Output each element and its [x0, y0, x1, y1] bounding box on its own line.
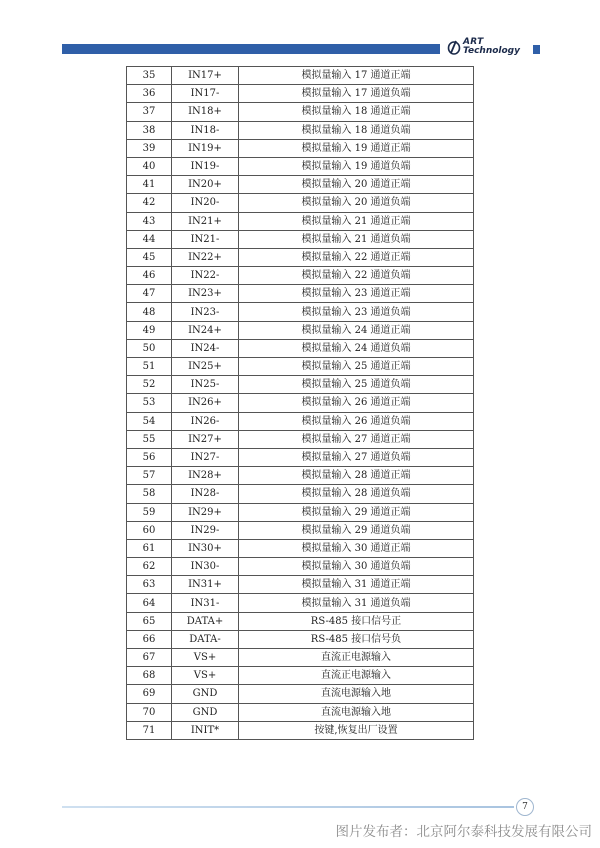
watermark-text: 图片发布者：北京阿尔泰科技发展有限公司	[335, 824, 592, 840]
pin-number-cell: 65	[127, 612, 172, 630]
pin-number-cell: 36	[127, 85, 172, 103]
pin-name-cell: IN19+	[172, 139, 239, 157]
table-row	[127, 467, 474, 485]
pin-name-cell: DATA-	[172, 630, 239, 648]
table-row	[127, 539, 474, 557]
pin-number-cell: 39	[127, 139, 172, 157]
pin-number-cell: 43	[127, 212, 172, 230]
table-row	[127, 448, 474, 466]
table-row	[127, 121, 474, 139]
table-row	[127, 339, 474, 357]
pin-description-cell: 直流电源输入地	[239, 685, 474, 703]
table-row	[127, 521, 474, 539]
table-row	[127, 630, 474, 648]
pin-description-cell: 模拟量输入 19 通道正端	[239, 139, 474, 157]
pin-number-cell: 42	[127, 194, 172, 212]
pin-name-cell: IN26-	[172, 412, 239, 430]
header-square	[533, 45, 540, 54]
pin-description-cell: 模拟量输入 26 通道正端	[239, 394, 474, 412]
table-row	[127, 594, 474, 612]
pin-name-cell: IN30-	[172, 558, 239, 576]
pin-number-cell: 38	[127, 121, 172, 139]
footer-line	[62, 806, 514, 808]
pin-name-cell: INIT*	[172, 721, 239, 739]
pin-number-cell: 67	[127, 649, 172, 667]
pin-description-cell: 模拟量输入 17 通道负端	[239, 85, 474, 103]
table-row	[127, 394, 474, 412]
pin-number-cell: 46	[127, 267, 172, 285]
table-row	[127, 230, 474, 248]
pin-name-cell: IN19-	[172, 157, 239, 175]
pin-name-cell: IN25+	[172, 358, 239, 376]
table-row	[127, 430, 474, 448]
pin-name-cell: GND	[172, 703, 239, 721]
pin-name-cell: IN21-	[172, 230, 239, 248]
table-row	[127, 139, 474, 157]
pin-name-cell: IN31-	[172, 594, 239, 612]
table-row	[127, 612, 474, 630]
pin-number-cell: 57	[127, 467, 172, 485]
pin-description-cell: 模拟量输入 25 通道正端	[239, 358, 474, 376]
table-row	[127, 103, 474, 121]
pin-name-cell: IN29-	[172, 521, 239, 539]
pin-number-cell: 44	[127, 230, 172, 248]
pin-number-cell: 70	[127, 703, 172, 721]
table-row	[127, 157, 474, 175]
pin-name-cell: IN22+	[172, 248, 239, 266]
table-row	[127, 285, 474, 303]
table-row	[127, 194, 474, 212]
pin-description-cell: 模拟量输入 29 通道负端	[239, 521, 474, 539]
pin-name-cell: IN26+	[172, 394, 239, 412]
pin-description-cell: 模拟量输入 21 通道正端	[239, 212, 474, 230]
pin-number-cell: 53	[127, 394, 172, 412]
pin-description-cell: 模拟量输入 20 通道正端	[239, 176, 474, 194]
pin-description-cell: 模拟量输入 23 通道正端	[239, 285, 474, 303]
pin-name-cell: IN29+	[172, 503, 239, 521]
table-row	[127, 321, 474, 339]
pin-name-cell: IN28+	[172, 467, 239, 485]
pin-description-cell: 模拟量输入 17 通道正端	[239, 67, 474, 85]
pin-number-cell: 56	[127, 448, 172, 466]
pin-description-cell: 模拟量输入 30 通道负端	[239, 558, 474, 576]
pin-number-cell: 55	[127, 430, 172, 448]
pin-name-cell: IN17+	[172, 67, 239, 85]
pin-number-cell: 58	[127, 485, 172, 503]
pin-description-cell: 模拟量输入 24 通道正端	[239, 321, 474, 339]
pin-name-cell: IN20+	[172, 176, 239, 194]
table-row	[127, 485, 474, 503]
pin-name-cell: IN21+	[172, 212, 239, 230]
pin-name-cell: VS+	[172, 649, 239, 667]
pin-number-cell: 41	[127, 176, 172, 194]
pin-number-cell: 35	[127, 67, 172, 85]
pin-description-cell: 直流正电源输入	[239, 649, 474, 667]
pin-number-cell: 60	[127, 521, 172, 539]
art-technology-logo	[447, 38, 531, 58]
pin-description-cell: 模拟量输入 22 通道正端	[239, 248, 474, 266]
art-logo-icon	[447, 39, 461, 55]
table-row	[127, 412, 474, 430]
pin-number-cell: 68	[127, 667, 172, 685]
pin-name-cell: IN30+	[172, 539, 239, 557]
pin-name-cell: IN17-	[172, 85, 239, 103]
table-row	[127, 667, 474, 685]
pin-description-cell: 模拟量输入 18 通道负端	[239, 121, 474, 139]
table-row	[127, 649, 474, 667]
pin-name-cell: IN18-	[172, 121, 239, 139]
pin-number-cell: 49	[127, 321, 172, 339]
pin-name-cell: IN23+	[172, 285, 239, 303]
pin-number-cell: 59	[127, 503, 172, 521]
pin-number-cell: 51	[127, 358, 172, 376]
pin-number-cell: 54	[127, 412, 172, 430]
pin-description-cell: 模拟量输入 18 通道正端	[239, 103, 474, 121]
table-row	[127, 685, 474, 703]
table-row	[127, 376, 474, 394]
pin-name-cell: IN27+	[172, 430, 239, 448]
pin-name-cell: IN18+	[172, 103, 239, 121]
pin-description-cell: 模拟量输入 25 通道负端	[239, 376, 474, 394]
page-number: 7	[516, 798, 534, 816]
pin-description-cell: 模拟量输入 21 通道负端	[239, 230, 474, 248]
pin-description-cell: RS-485 接口信号负	[239, 630, 474, 648]
pin-table	[126, 66, 474, 740]
pin-number-cell: 45	[127, 248, 172, 266]
pin-description-cell: 按键,恢复出厂设置	[239, 721, 474, 739]
pin-number-cell: 69	[127, 685, 172, 703]
pin-description-cell: 模拟量输入 31 通道正端	[239, 576, 474, 594]
pin-number-cell: 64	[127, 594, 172, 612]
pin-name-cell: IN31+	[172, 576, 239, 594]
pin-description-cell: 模拟量输入 27 通道正端	[239, 430, 474, 448]
pin-name-cell: DATA+	[172, 612, 239, 630]
pin-description-cell: 模拟量输入 26 通道负端	[239, 412, 474, 430]
table-row	[127, 358, 474, 376]
pin-number-cell: 47	[127, 285, 172, 303]
pin-number-cell: 66	[127, 630, 172, 648]
pin-description-cell: 模拟量输入 24 通道负端	[239, 339, 474, 357]
pin-name-cell: IN24+	[172, 321, 239, 339]
pin-name-cell: IN22-	[172, 267, 239, 285]
table-row	[127, 558, 474, 576]
pin-name-cell: IN24-	[172, 339, 239, 357]
pin-name-cell: VS+	[172, 667, 239, 685]
pin-description-cell: 模拟量输入 31 通道负端	[239, 594, 474, 612]
table-row	[127, 176, 474, 194]
pin-name-cell: GND	[172, 685, 239, 703]
table-row	[127, 248, 474, 266]
pin-number-cell: 61	[127, 539, 172, 557]
pin-description-cell: 模拟量输入 23 通道负端	[239, 303, 474, 321]
pin-description-cell: 模拟量输入 27 通道负端	[239, 448, 474, 466]
table-row	[127, 212, 474, 230]
table-row	[127, 85, 474, 103]
pin-description-cell: 模拟量输入 28 通道负端	[239, 485, 474, 503]
pin-description-cell: RS-485 接口信号正	[239, 612, 474, 630]
pin-number-cell: 62	[127, 558, 172, 576]
pin-number-cell: 40	[127, 157, 172, 175]
pin-description-cell: 模拟量输入 19 通道负端	[239, 157, 474, 175]
logo-text-technology: Technology	[463, 46, 520, 56]
table-row	[127, 703, 474, 721]
pin-description-cell: 模拟量输入 28 通道正端	[239, 467, 474, 485]
pin-name-cell: IN25-	[172, 376, 239, 394]
pin-number-cell: 71	[127, 721, 172, 739]
pin-description-cell: 直流电源输入地	[239, 703, 474, 721]
pin-number-cell: 37	[127, 103, 172, 121]
pin-name-cell: IN28-	[172, 485, 239, 503]
header-bar	[62, 44, 440, 54]
table-row	[127, 576, 474, 594]
table-row	[127, 503, 474, 521]
pin-number-cell: 50	[127, 339, 172, 357]
logo-text-art: ART	[463, 37, 484, 47]
pin-name-cell: IN27-	[172, 448, 239, 466]
table-row	[127, 67, 474, 85]
pin-number-cell: 63	[127, 576, 172, 594]
pin-description-cell: 模拟量输入 22 通道负端	[239, 267, 474, 285]
pin-name-cell: IN20-	[172, 194, 239, 212]
pin-description-cell: 模拟量输入 29 通道正端	[239, 503, 474, 521]
table-row	[127, 721, 474, 739]
table-row	[127, 303, 474, 321]
pin-description-cell: 模拟量输入 30 通道正端	[239, 539, 474, 557]
pin-description-cell: 模拟量输入 20 通道负端	[239, 194, 474, 212]
pin-description-cell: 直流正电源输入	[239, 667, 474, 685]
pin-number-cell: 48	[127, 303, 172, 321]
pin-name-cell: IN23-	[172, 303, 239, 321]
pin-number-cell: 52	[127, 376, 172, 394]
table-row	[127, 267, 474, 285]
